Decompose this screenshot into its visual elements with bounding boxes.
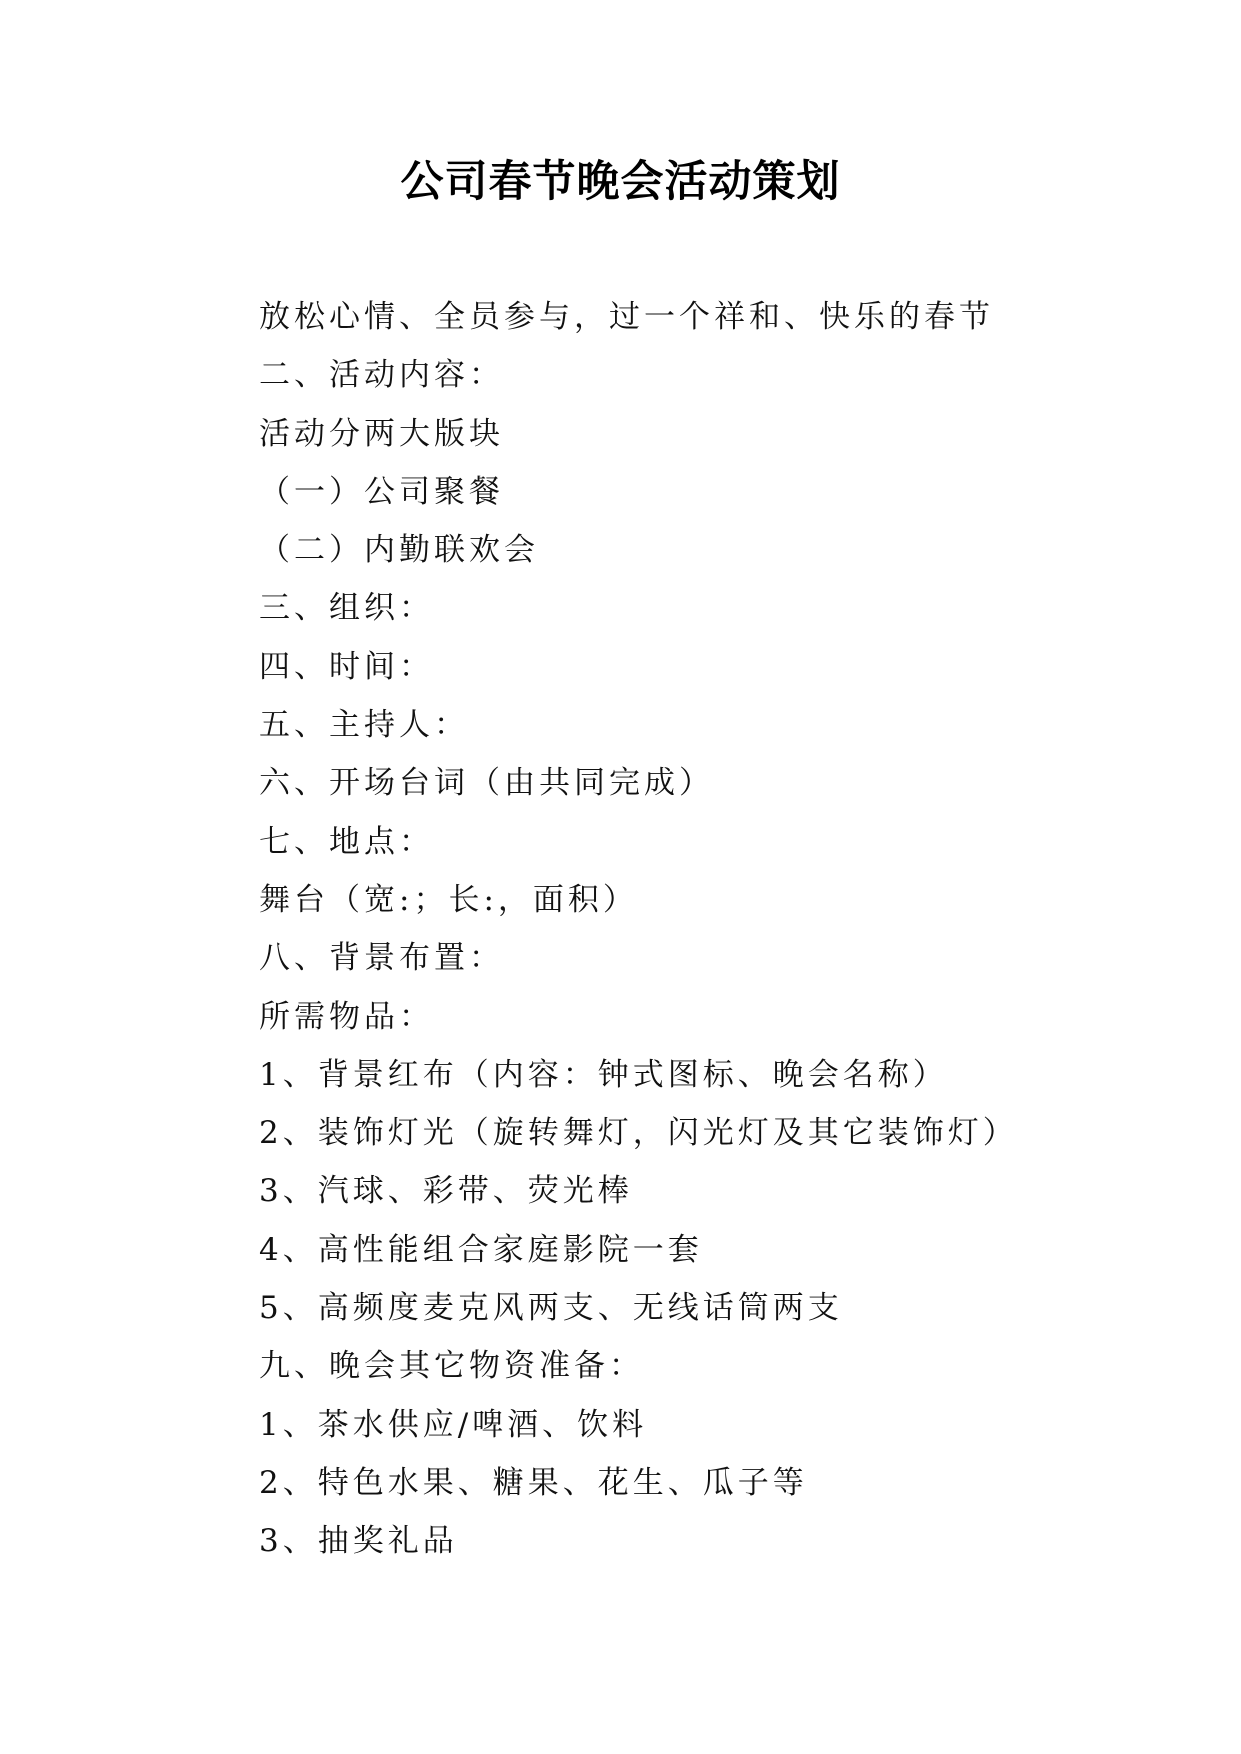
list-item: 2、装饰灯光（旋转舞灯，闪光灯及其它装饰灯）: [259, 1115, 1018, 1152]
list-item: 1、茶水供应/啤酒、饮料: [259, 1406, 648, 1443]
document-body: [259, 288, 1019, 1571]
list-item: 5、高频度麦克风两支、无线话筒两支: [259, 1290, 843, 1327]
list-item: 3、汽球、彩带、荧光棒: [259, 1173, 633, 1210]
list-item: 1、背景红布（内容：钟式图标、晚会名称）: [259, 1056, 948, 1093]
required-items-heading: 所需物品：: [259, 998, 434, 1035]
sub-item-company-dinner: （一）公司聚餐: [259, 473, 504, 510]
text-line: 活动分两大版块: [259, 415, 504, 452]
section-heading-other-supplies: 九、晚会其它物资准备：: [259, 1348, 644, 1385]
section-heading-host: 五、主持人：: [259, 707, 469, 744]
section-heading-organization: 三、组织：: [259, 590, 434, 627]
intro-line: 放松心情、全员参与，过一个祥和、快乐的春节: [259, 299, 994, 335]
stage-dimensions-line: 舞台（宽:；长:，面积）: [259, 881, 638, 918]
list-item: 3、抽奖礼品: [259, 1523, 458, 1560]
list-item: 4、高性能组合家庭影院一套: [259, 1231, 703, 1268]
sub-item-party: （二）内勤联欢会: [259, 532, 539, 569]
section-heading-opening-lines: 六、开场台词（由共同完成）: [259, 765, 714, 802]
list-item: 2、特色水果、糖果、花生、瓜子等: [259, 1464, 808, 1501]
document-title: 公司春节晚会活动策划: [400, 157, 841, 207]
section-heading-background: 八、背景布置：: [259, 940, 504, 977]
section-heading-activity-content: 二、活动内容：: [259, 357, 504, 394]
section-heading-location: 七、地点：: [259, 823, 434, 860]
section-heading-time: 四、时间：: [259, 648, 434, 685]
